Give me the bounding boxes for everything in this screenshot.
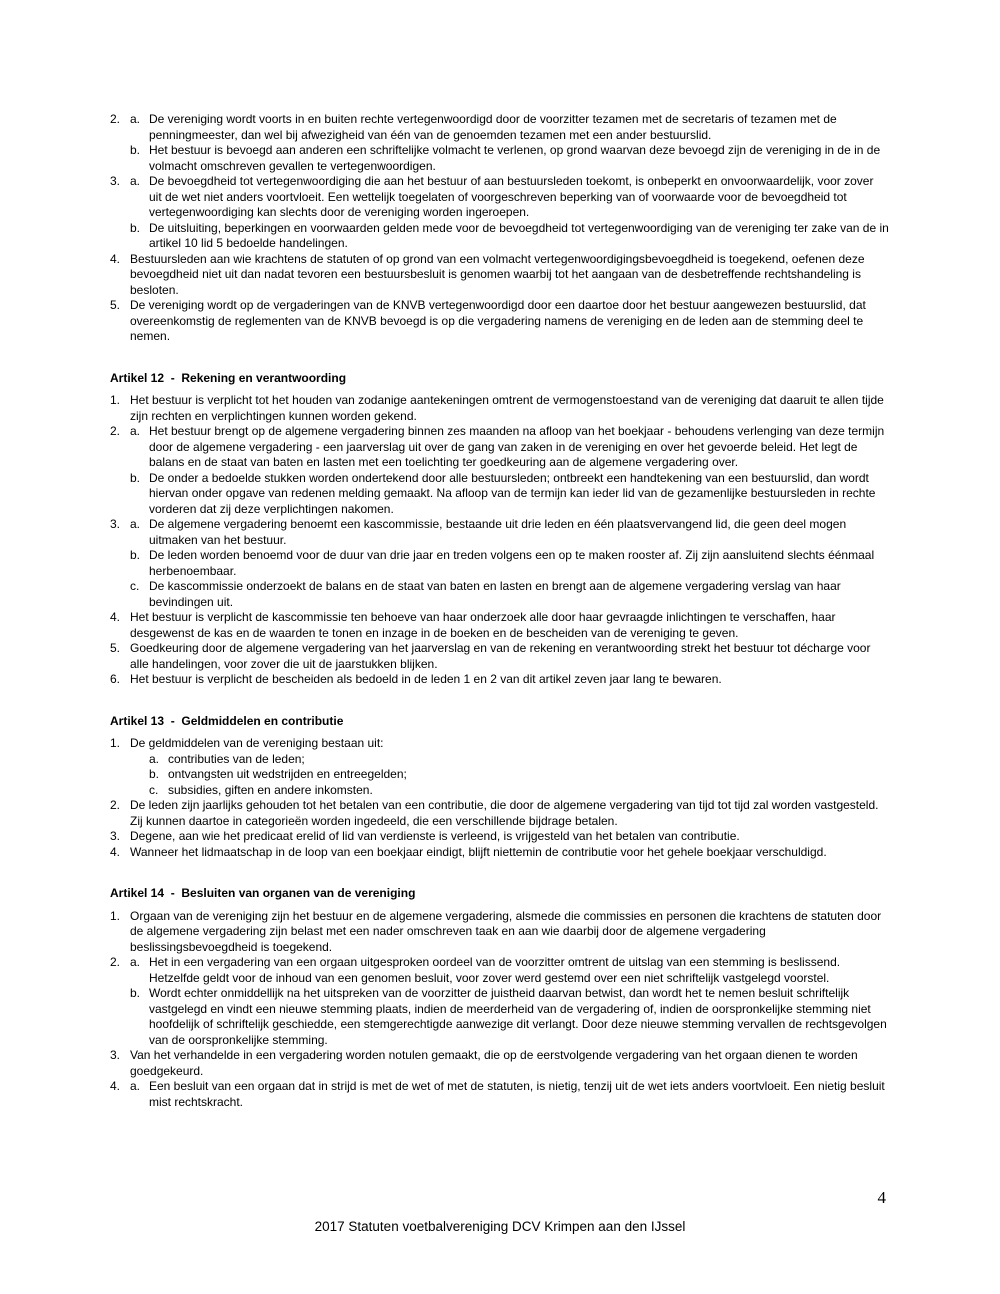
list-item xyxy=(110,767,889,783)
item-number: 6. xyxy=(110,672,121,686)
list-item xyxy=(110,112,889,143)
article-heading: Artikel 12 - Rekening en verantwoording xyxy=(110,370,347,385)
item-number: 3. xyxy=(110,829,121,843)
item-text: Bestuursleden aan wie krachtens de statuten of op grond van een volmacht vertegenwoordigingsbevoegdheid is toegekend, oefenen deze bevoegdheid niet uit dan nadat tevoren een bestuursbesluit is genomen waarbij tot het aangaan van de desbetreffende rechtshandeling is besloten. xyxy=(130,251,865,297)
item-text: contributies van de leden; xyxy=(168,751,305,766)
item-number: 4. xyxy=(110,251,121,266)
item-letter: b. xyxy=(130,470,141,485)
item-text: Van het verhandelde in een vergadering worden notulen gemaakt, die op de eerstvolgende vergadering van het orgaan dienen te worden goedgekeurd. xyxy=(130,1048,858,1078)
list-item xyxy=(110,986,889,1048)
document-footer: 2017 Statuten voetbalvereniging DCV Krimpen aan den IJssel xyxy=(314,1219,686,1234)
item-text: De leden worden benoemd voor de duur van drie jaar en treden volgens een op te maken rooster af. Zij zijn aansluitend slechts éénmaal herbenoembaar. xyxy=(149,548,875,578)
document-content xyxy=(110,112,889,1110)
item-text: De bevoegdheid tot vertegenwoordiging die aan het bestuur of aan bestuursleden toekomt, is onbeperkt en onvoorwaardelijk, voor zover uit de wet niet anders voortvloeit. Een wettelijk toegelaten of voorgeschreven beperking van of voorwaarde voor de bevoegdheid tot vertegenwoordiging kan slechts door de vereniging worden ingeroepen. xyxy=(149,174,874,219)
list-item xyxy=(110,424,889,471)
list-item xyxy=(110,736,889,752)
item-number: 4. xyxy=(110,844,121,859)
list-item xyxy=(110,610,889,641)
item-text: Goedkeuring door de algemene vergadering van het jaarverslag en van de rekening en verantwoording strekt het bestuur tot décharge voor alle handelingen, voor zover die uit de jaarstukken blijken. xyxy=(130,641,871,671)
item-text: De uitsluiting, beperkingen en voorwaarden gelden mede voor de bevoegdheid tot vertegenwoordiging van de vereniging ter zake van de in artikel 10 lid 5 bedoelde handelingen. xyxy=(149,220,889,250)
list-item xyxy=(110,909,889,956)
list-item xyxy=(110,174,889,221)
page-number: 4 xyxy=(877,1188,886,1207)
item-number: 3. xyxy=(110,517,121,531)
item-text: De vereniging wordt op de vergaderingen van de KNVB vertegenwoordigd door een daartoe door het bestuur aangewezen bestuurslid, dat overeenkomstig de reglementen van de KNVB bevoegd is op die vergadering namens de vereniging en de leden aan de stemming deel te nemen. xyxy=(130,298,866,343)
item-number: 3. xyxy=(110,1048,121,1062)
item-number: 2. xyxy=(110,112,121,126)
item-letter: a. xyxy=(130,174,141,188)
list-item xyxy=(110,752,889,768)
item-letter: b. xyxy=(149,767,160,781)
item-text: Het bestuur is verplicht de bescheiden als bedoeld in de leden 1 en 2 van dit artikel zeven jaar lang te bewaren. xyxy=(130,672,722,686)
list-item xyxy=(110,641,889,672)
item-letter: a. xyxy=(130,112,141,126)
list-item xyxy=(110,393,889,424)
item-number: 3. xyxy=(110,174,121,188)
item-text: subsidies, giften en andere inkomsten. xyxy=(168,782,373,797)
article-heading: Artikel 13 - Geldmiddelen en contributie xyxy=(110,713,344,728)
section-artikel-13 xyxy=(110,714,889,861)
item-letter: a. xyxy=(130,424,141,438)
item-number: 5. xyxy=(110,641,121,655)
item-text: Een besluit van een orgaan dat in strijd is met de wet of met de statuten, is nietig, tenzij uit de wet iets anders voortvloeit. Een nietig besluit mist rechtskracht. xyxy=(149,1079,885,1109)
item-number: 5. xyxy=(110,298,121,312)
item-number: 2. xyxy=(110,955,121,969)
item-text: De leden zijn jaarlijks gehouden tot het betalen van een contributie, die door de algemene vergadering van tijd tot tijd zal worden vastgesteld. Zij kunnen daartoe in categorieën worden ingedeeld, die een verschillende bijdrage betalen. xyxy=(130,798,879,828)
list-item xyxy=(110,298,889,345)
item-letter: a. xyxy=(130,955,141,969)
item-letter: c. xyxy=(130,579,140,593)
list-item xyxy=(110,252,889,299)
item-letter: b. xyxy=(130,143,141,157)
item-text: Het bestuur is bevoegd aan anderen een schriftelijke volmacht te verlenen, op grond waarvan deze bevoegd zijn de vereniging in de in de volmacht omschreven gevallen te vertegenwoordigen. xyxy=(149,143,881,173)
item-text: ontvangsten uit wedstrijden en entreegelden; xyxy=(168,767,407,781)
section-artikel-11-continued xyxy=(110,112,889,345)
list-item xyxy=(110,798,889,829)
list-item xyxy=(110,845,889,861)
item-letter: b. xyxy=(130,986,141,1000)
item-text: De algemene vergadering benoemt een kascommissie, bestaande uit drie leden en één plaatsvervangend lid, die geen deel mogen uitmaken van het bestuur. xyxy=(149,517,847,547)
item-number: 2. xyxy=(110,798,121,812)
item-number: 1. xyxy=(110,736,121,750)
item-text: Wordt echter onmiddellijk na het uitspreken van de voorzitter de juistheid daarvan betwist, dan wordt het te nemen besluit schriftelijk vastgelegd en vindt een nieuwe stemming plaats, indien de meerderheid van de vergadering of, indien de oorspronkelijke stemming niet hoofdelijk of schriftelijk geschiedde, een stemgerechtigde aanwezige dit verlangt. Door deze nieuwe stemming vervallen de rechtsgevolgen van de oorspronkelijke stemming. xyxy=(149,986,887,1047)
item-text: Orgaan van de vereniging zijn het bestuur en de algemene vergadering, alsmede die commissies en personen die krachtens de statuten door de algemene vergadering zijn belast met een nader omschreven taak en aan wie daarbij door de algemene vergadering beslissingsbevoegdheid is toegekend. xyxy=(130,908,882,954)
item-number: 4. xyxy=(110,1079,121,1093)
section-artikel-12 xyxy=(110,371,889,688)
item-letter: a. xyxy=(130,517,141,531)
list-item xyxy=(110,1048,889,1079)
list-item xyxy=(110,955,889,986)
item-letter: b. xyxy=(130,548,141,562)
item-text: Het bestuur brengt op de algemene vergadering binnen zes maanden na afloop van het boekjaar - behoudens verlenging van deze termijn door de algemene vergadering - een jaarverslag uit over de gang van zaken in de vereniging en over het gevoerde beleid. Het legt de balans en de staat van baten en lasten met een toelichting ter goedkeuring aan de algemene vergadering over. xyxy=(149,424,885,469)
item-letter: a. xyxy=(149,751,160,766)
list-item xyxy=(110,1079,889,1110)
item-text: De geldmiddelen van de vereniging bestaan uit: xyxy=(130,736,384,750)
list-item xyxy=(110,783,889,799)
list-item xyxy=(110,579,889,610)
list-item xyxy=(110,548,889,579)
list-item xyxy=(110,471,889,518)
item-number: 2. xyxy=(110,424,121,438)
item-number: 1. xyxy=(110,908,121,923)
item-letter: a. xyxy=(130,1079,141,1093)
list-item xyxy=(110,221,889,252)
list-item xyxy=(110,517,889,548)
item-text: Het in een vergadering van een orgaan uitgesproken oordeel van de voorzitter omtrent de uitslag van een stemming is beslissend. Hetzelfde geldt voor de inhoud van een genomen besluit, voor zover werd gestemd over een niet schriftelijk vastgelegd voorstel. xyxy=(149,955,841,985)
item-number: 1. xyxy=(110,393,121,407)
item-text: Het bestuur is verplicht de kascommissie ten behoeve van haar onderzoek alle door haar gevraagde inlichtingen te verschaffen, haar desgewenst de kas en de waarden te tonen en inzage in de boeken en de bescheiden van de vereniging te geven. xyxy=(130,610,836,640)
item-text: De vereniging wordt voorts in en buiten rechte vertegenwoordigd door de voorzitter tezamen met de secretaris of tezamen met de penningmeester, dan wel bij afwezigheid van één van de genoemden tezamen met een ander bestuurslid. xyxy=(149,112,837,142)
item-text: Degene, aan wie het predicaat erelid of lid van verdienste is verleend, is vrijgesteld van het betalen van contributie. xyxy=(130,829,740,843)
list-item xyxy=(110,672,889,688)
list-item xyxy=(110,829,889,845)
item-number: 4. xyxy=(110,610,121,624)
item-letter: c. xyxy=(149,782,159,797)
item-letter: b. xyxy=(130,220,141,235)
item-text: De kascommissie onderzoekt de balans en de staat van baten en lasten en brengt aan de algemene vergadering verslag van haar bevindingen uit. xyxy=(149,579,841,609)
item-text: De onder a bedoelde stukken worden ondertekend door alle bestuursleden; ontbreekt een handtekening van een bestuurslid, dan wordt hiervan onder opgave van redenen melding gemaakt. Na afloop van de termijn kan ieder lid van de gezamenlijke bestuursleden in rechte vorderen dat zij deze verplichtingen nakomen. xyxy=(149,470,876,516)
list-item xyxy=(110,143,889,174)
item-text: Het bestuur is verplicht tot het houden van zodanige aantekeningen omtrent de vermogenstoestand van de vereniging dat daaruit te allen tijde zijn rechten en verplichtingen kunnen worden gekend. xyxy=(130,393,884,423)
section-artikel-14 xyxy=(110,886,889,1110)
article-heading: Artikel 14 - Besluiten van organen van de vereniging xyxy=(110,886,416,900)
item-text: Wanneer het lidmaatschap in de loop van een boekjaar eindigt, blijft niettemin de contributie voor het gehele boekjaar verschuldigd. xyxy=(130,844,827,859)
